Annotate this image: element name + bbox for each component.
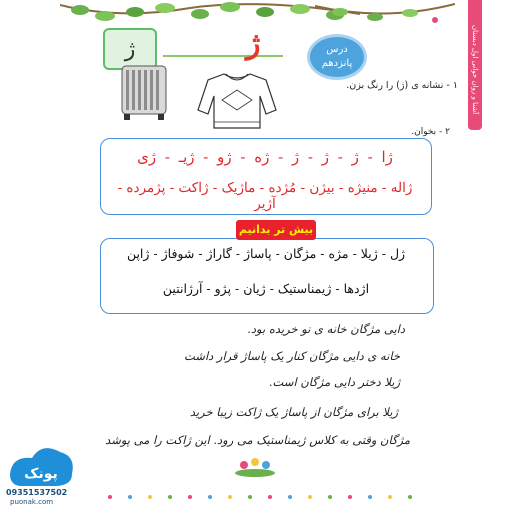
sentence-4: ژیلا برای مژگان از پاساژ یک ژاکت زیبا خرید (189, 405, 398, 419)
sentence-2: خانه ی دایی مژگان کنار یک پاساژ قرار داشت (184, 349, 400, 363)
read-row-syllables: ژا - ژ - ژ - ژ - ژه - ژو - ژیـ - ژی (137, 148, 393, 166)
writing-line (163, 55, 283, 57)
heater-icon (118, 62, 170, 122)
side-band-title: آشنا و روان خوانی اول دبستان (471, 25, 479, 115)
letter-box-letter: ژ (124, 36, 136, 62)
lesson-badge-line2: پانزدهم (321, 58, 353, 69)
lesson-badge (307, 34, 367, 80)
sentence-1: دایی مژگان خانه ی نو خریده بود. (247, 322, 405, 336)
flowers-decoration-icon (232, 455, 278, 477)
instruction-read: ۲ - بخوان. (411, 127, 450, 137)
logo-phone: 09351537502 (6, 488, 68, 497)
logo-brand: پونک (24, 466, 58, 482)
sentence-5: مژگان وقتی به کلاس ژیمناستیک می رود. این ژاکت را می پوشد (105, 433, 410, 447)
instruction-color: ۱ - نشانه ی (ژ) را رنگ بزن. (346, 80, 458, 91)
branch-decoration-icon (315, 0, 455, 30)
more-row-1: ژل - ژیلا - مژه - مژگان - پاساژ - گاراژ - شوفاژ - ژاپن (126, 246, 406, 261)
more-label: بیش تر بدانیم (236, 220, 316, 240)
featured-letter: ژ (246, 26, 261, 61)
logo-site: puonak.com (10, 498, 54, 506)
read-row-words: ژاله - منیژه - بیژن - مُژده - ماژیک - ژاکت - پژمرده - آژیر (117, 180, 413, 212)
lesson-badge-line1: درس (326, 44, 348, 55)
sentence-3: ژیلا دختر دایی مژگان است. (268, 375, 400, 389)
more-row-2: اژدها - ژیمناستیک - ژیان - پژو - آرژانتین (162, 281, 370, 296)
bottom-dots-decoration-icon (100, 490, 430, 504)
